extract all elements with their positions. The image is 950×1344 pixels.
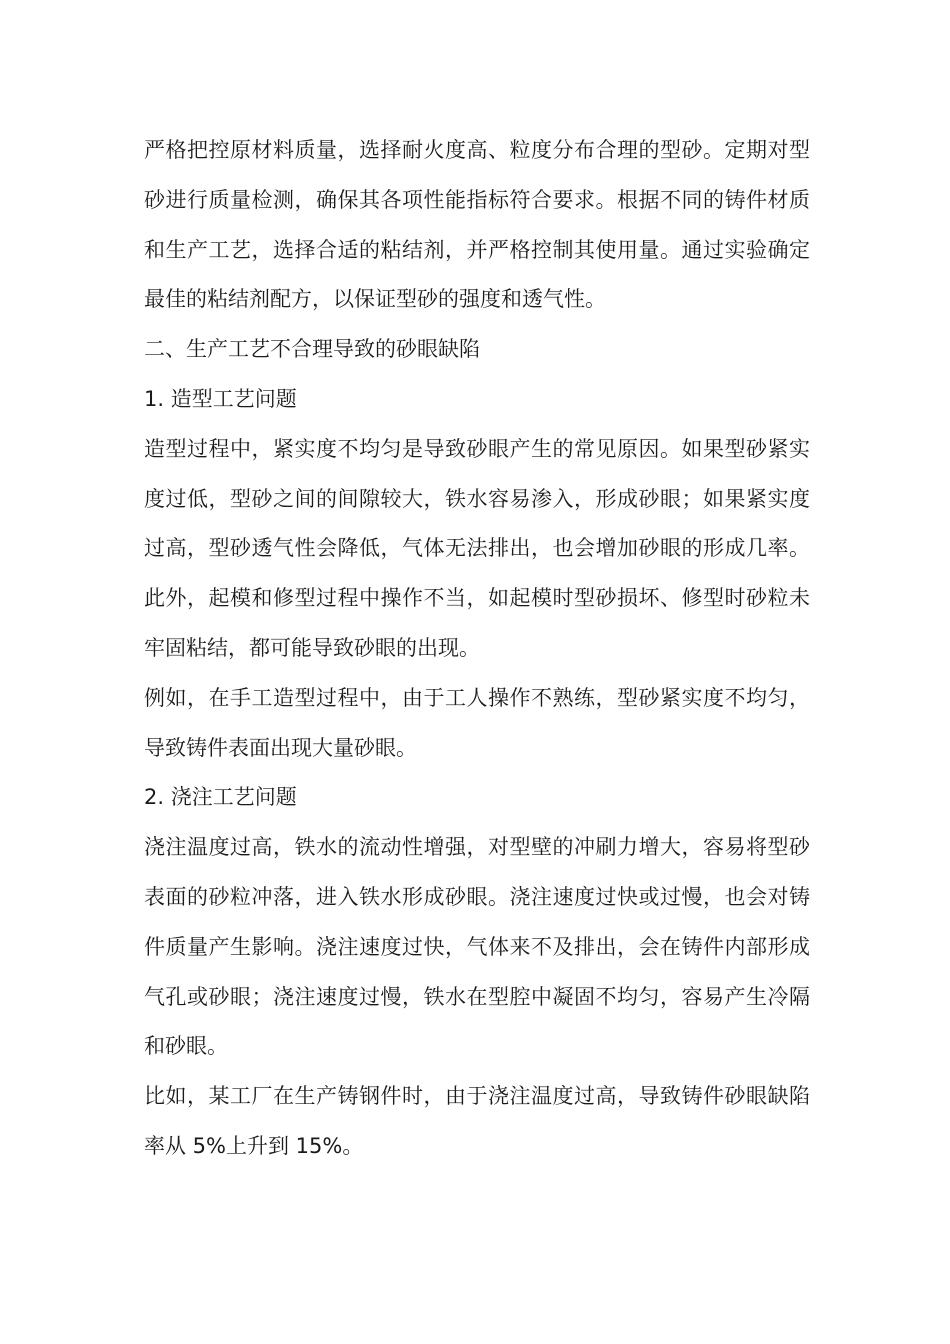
paragraph-molding-example: 例如，在手工造型过程中，由于工人操作不熟练，型砂紧实度不均匀，导致铸件表面出现大量砂眼。	[144, 685, 810, 760]
paragraph-molding-issues: 造型过程中，紧实度不均匀是导致砂眼产生的常见原因。如果型砂紧实度过低，型砂之间的间隙较大，铁水容易渗入，形成砂眼；如果紧实度过高，型砂透气性会降低，气体无法排出，也会增加砂眼的形成几率。此外，起模和修型过程中操作不当，如起模时型砂损坏、修型时砂粒未牢固粘结，都可能导致砂眼的出现。	[144, 436, 810, 660]
subsection-heading-molding: 1. 造型工艺问题	[144, 386, 297, 411]
section-heading-process: 二、生产工艺不合理导致的砂眼缺陷	[144, 337, 480, 362]
subsection-heading-pouring: 2. 浇注工艺问题	[144, 785, 297, 810]
paragraph-pouring-example: 比如，某工厂在生产铸钢件时，由于浇注温度过高，导致铸件砂眼缺陷率从 5%上升到 15%。	[144, 1084, 810, 1158]
document-body	[144, 126, 810, 1172]
paragraph-pouring-issues: 浇注温度过高，铁水的流动性增强，对型壁的冲刷力增大，容易将型砂表面的砂粒冲落，进入铁水形成砂眼。浇注速度过快或过慢，也会对铸件质量产生影响。浇注速度过快，气体来不及排出，会在铸件内部形成气孔或砂眼；浇注速度过慢，铁水在型腔中凝固不均匀，容易产生冷隔和砂眼。	[144, 835, 810, 1059]
paragraph-raw-material-control: 严格把控原材料质量，选择耐火度高、粒度分布合理的型砂。定期对型砂进行质量检测，确保其各项性能指标符合要求。根据不同的铸件材质和生产工艺，选择合适的粘结剂，并严格控制其使用量。通过实验确定最佳的粘结剂配方，以保证型砂的强度和透气性。	[144, 138, 810, 312]
